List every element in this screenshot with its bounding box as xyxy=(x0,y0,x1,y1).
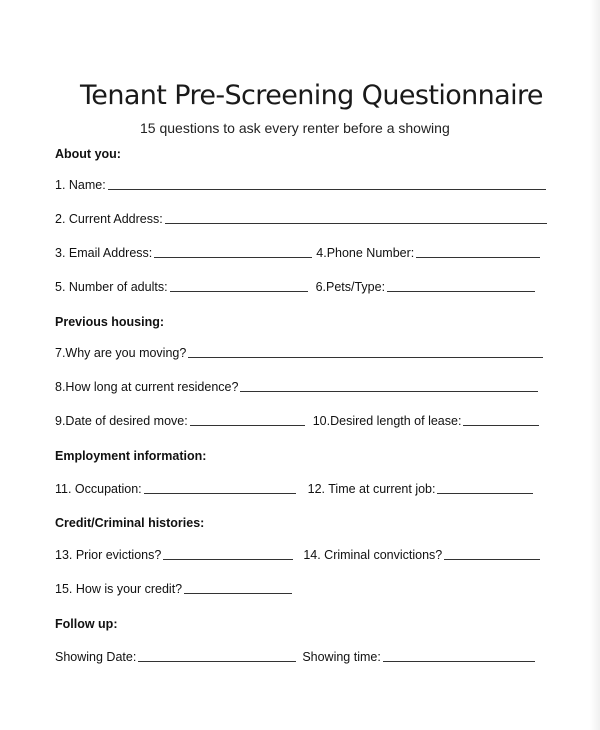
field-showing-time xyxy=(302,650,535,664)
section-employment: Employment information: xyxy=(55,449,207,463)
row-contact xyxy=(55,246,540,260)
field-how-long xyxy=(55,380,538,394)
how-long-input-line[interactable] xyxy=(240,390,538,392)
occupation-input-line[interactable] xyxy=(144,492,296,494)
field-convictions xyxy=(303,548,540,562)
adults-label: 5. Number of adults: xyxy=(55,280,168,294)
field-time-job xyxy=(308,482,534,496)
section-about-you: About you: xyxy=(55,147,121,161)
field-credit xyxy=(55,582,292,596)
time-job-input-line[interactable] xyxy=(437,492,533,494)
field-evictions xyxy=(55,548,293,562)
name-label: 1. Name: xyxy=(55,178,106,192)
desired-move-label: 9.Date of desired move: xyxy=(55,414,188,428)
why-moving-label: 7.Why are you moving? xyxy=(55,346,187,360)
phone-label: 4.Phone Number: xyxy=(316,246,415,260)
field-lease-length xyxy=(313,414,540,428)
document-subtitle: 15 questions to ask every renter before a showing xyxy=(140,120,450,136)
page-edge-shadow xyxy=(590,0,600,730)
row-employment xyxy=(55,482,533,496)
email-input-line[interactable] xyxy=(154,256,312,258)
field-adults xyxy=(55,280,308,294)
lease-length-label: 10.Desired length of lease: xyxy=(312,414,462,428)
current-address-label: 2. Current Address: xyxy=(55,212,163,226)
why-moving-input-line[interactable] xyxy=(188,356,543,358)
pets-label: 6.Pets/Type: xyxy=(315,280,386,294)
row-household xyxy=(55,280,535,294)
credit-input-line[interactable] xyxy=(184,592,292,594)
row-why-moving xyxy=(55,346,543,360)
field-current-address xyxy=(55,212,547,226)
section-previous-housing: Previous housing: xyxy=(55,315,165,329)
row-how-long xyxy=(55,380,538,394)
convictions-input-line[interactable] xyxy=(444,558,540,560)
row-current-address xyxy=(55,212,547,226)
pets-input-line[interactable] xyxy=(387,290,535,292)
document-title: Tenant Pre-Screening Questionnaire xyxy=(80,80,543,111)
adults-input-line[interactable] xyxy=(170,290,308,292)
phone-input-line[interactable] xyxy=(416,256,540,258)
evictions-input-line[interactable] xyxy=(163,558,293,560)
showing-time-label: Showing time: xyxy=(302,650,381,664)
occupation-label: 11. Occupation: xyxy=(55,482,142,496)
credit-label: 15. How is your credit? xyxy=(55,582,183,596)
section-credit-criminal: Credit/Criminal histories: xyxy=(55,516,205,530)
field-showing-date xyxy=(55,650,296,664)
name-input-line[interactable] xyxy=(108,188,546,190)
showing-date-input-line[interactable] xyxy=(138,660,296,662)
field-desired-move xyxy=(55,414,305,428)
convictions-label: 14. Criminal convictions? xyxy=(303,548,443,562)
how-long-label: 8.How long at current residence? xyxy=(55,380,239,394)
row-evictions-convictions xyxy=(55,548,540,562)
field-email xyxy=(55,246,312,260)
showing-date-label: Showing Date: xyxy=(55,650,137,664)
section-follow-up: Follow up: xyxy=(55,617,118,631)
time-job-label: 12. Time at current job: xyxy=(307,482,436,496)
field-name xyxy=(55,178,546,192)
desired-move-input-line[interactable] xyxy=(190,424,305,426)
row-move-lease xyxy=(55,414,539,428)
field-occupation xyxy=(55,482,296,496)
row-name xyxy=(55,178,546,192)
showing-time-input-line[interactable] xyxy=(383,660,535,662)
field-pets xyxy=(316,280,535,294)
current-address-input-line[interactable] xyxy=(165,222,547,224)
email-label: 3. Email Address: xyxy=(55,246,153,260)
evictions-label: 13. Prior evictions? xyxy=(55,548,162,562)
field-why-moving xyxy=(55,346,543,360)
field-phone xyxy=(316,246,540,260)
row-showing xyxy=(55,650,535,664)
row-credit xyxy=(55,582,292,596)
lease-length-input-line[interactable] xyxy=(463,424,539,426)
